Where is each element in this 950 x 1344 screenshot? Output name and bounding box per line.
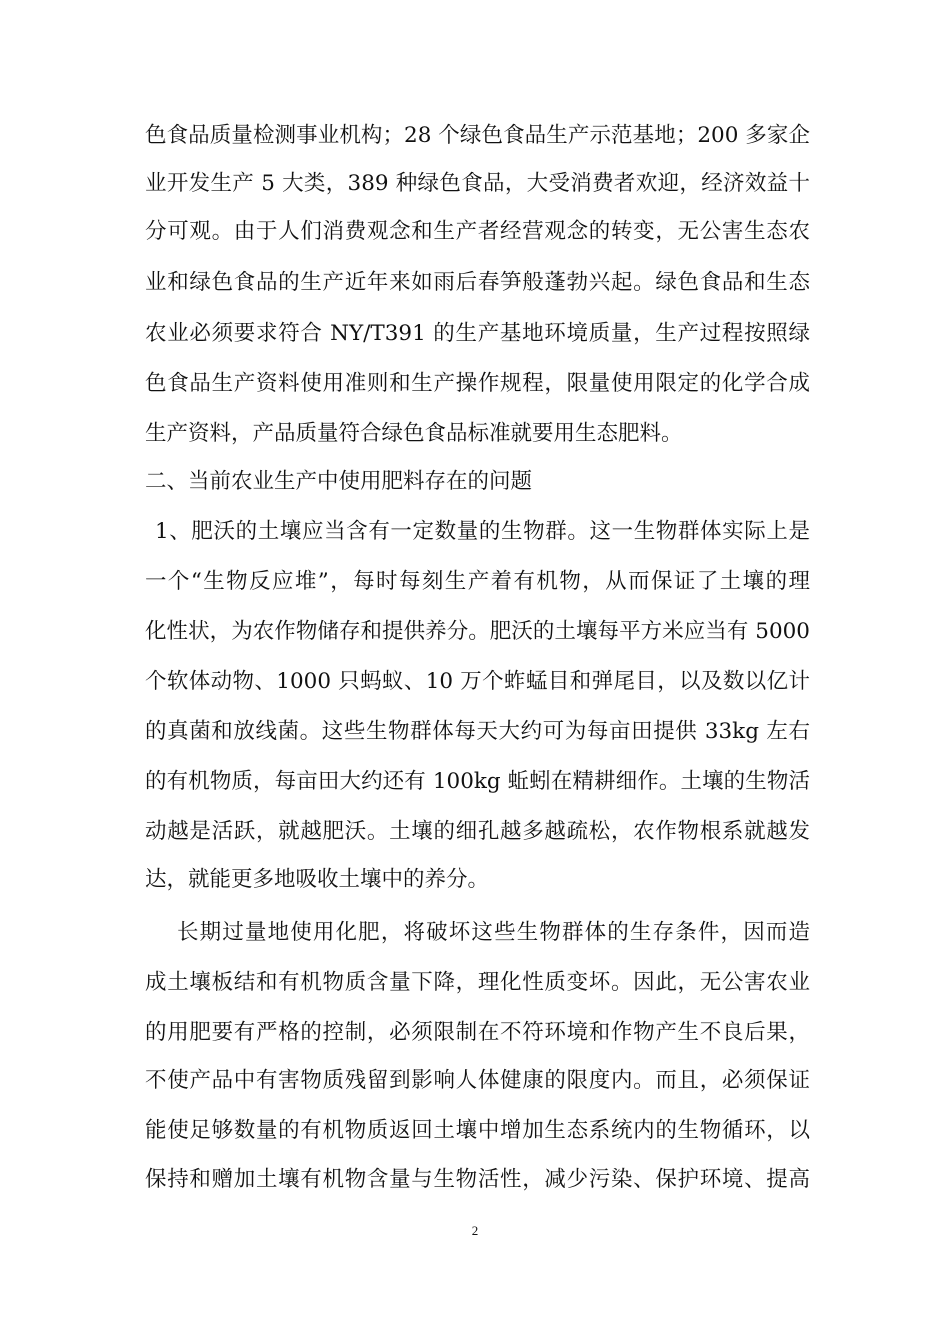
paragraph-2-line: 不使产品中有害物质残留到影响人体健康的限度内。而且，必须保证 bbox=[145, 1068, 810, 1093]
paragraph-intro-line: 业和绿色食品的生产近年来如雨后春笋般蓬勃兴起。绿色食品和生态 bbox=[145, 270, 810, 295]
paragraph-1-line: 的真菌和放线菌。这些生物群体每天大约可为每亩田提供 33kg 左右 bbox=[145, 719, 810, 744]
paragraph-1-line: 1、肥沃的土壤应当含有一定数量的生物群。这一生物群体实际上是 bbox=[155, 519, 810, 544]
paragraph-intro-line: 色食品生产资料使用准则和生产操作规程，限量使用限定的化学合成 bbox=[145, 371, 810, 396]
paragraph-1-line: 个软体动物、1000 只蚂蚁、10 万个蚱蜢目和弹尾目，以及数以亿计 bbox=[145, 669, 810, 694]
paragraph-2-line: 长期过量地使用化肥，将破坏这些生物群体的生存条件，因而造 bbox=[177, 920, 810, 945]
paragraph-2-line: 保持和赠加土壤有机物含量与生物活性，减少污染、保护环境、提高 bbox=[145, 1167, 810, 1192]
paragraph-1-line: 动越是活跃，就越肥沃。土壤的细孔越多越疏松，农作物根系就越发 bbox=[145, 819, 810, 844]
paragraph-2-line: 成土壤板结和有机物质含量下降，理化性质变坏。因此，无公害农业 bbox=[145, 970, 810, 995]
paragraph-intro-line: 分可观。由于人们消费观念和生产者经营观念的转变，无公害生态农 bbox=[145, 219, 810, 244]
paragraph-intro-line: 色食品质量检测事业机构；28 个绿色食品生产示范基地；200 多家企 bbox=[145, 123, 810, 148]
paragraph-2-line: 能使足够数量的有机物质返回土壤中增加生态系统内的生物循环，以 bbox=[145, 1118, 810, 1143]
paragraph-1-line: 达，就能更多地吸收土壤中的养分。 bbox=[145, 867, 490, 892]
paragraph-intro-line: 业开发生产 5 大类，389 种绿色食品，大受消费者欢迎，经济效益十 bbox=[145, 171, 810, 196]
paragraph-intro-line: 生产资料，产品质量符合绿色食品标准就要用生态肥料。 bbox=[145, 421, 683, 446]
section-heading: 二、当前农业生产中使用肥料存在的问题 bbox=[145, 469, 533, 494]
paragraph-1-line: 化性状，为农作物储存和提供养分。肥沃的土壤每平方米应当有 5000 bbox=[145, 619, 810, 644]
page-number: 2 bbox=[471, 1223, 479, 1238]
paragraph-1-line: 的有机物质，每亩田大约还有 100kg 蚯蚓在精耕细作。土壤的生物活 bbox=[145, 769, 810, 794]
paragraph-1-line: 一个“生物反应堆”，每时每刻生产着有机物，从而保证了土壤的理 bbox=[145, 569, 810, 594]
paragraph-2-line: 的用肥要有严格的控制，必须限制在不符环境和作物产生不良后果， bbox=[145, 1020, 810, 1045]
paragraph-intro-line: 农业必须要求符合 NY/T391 的生产基地环境质量，生产过程按照绿 bbox=[145, 321, 810, 346]
